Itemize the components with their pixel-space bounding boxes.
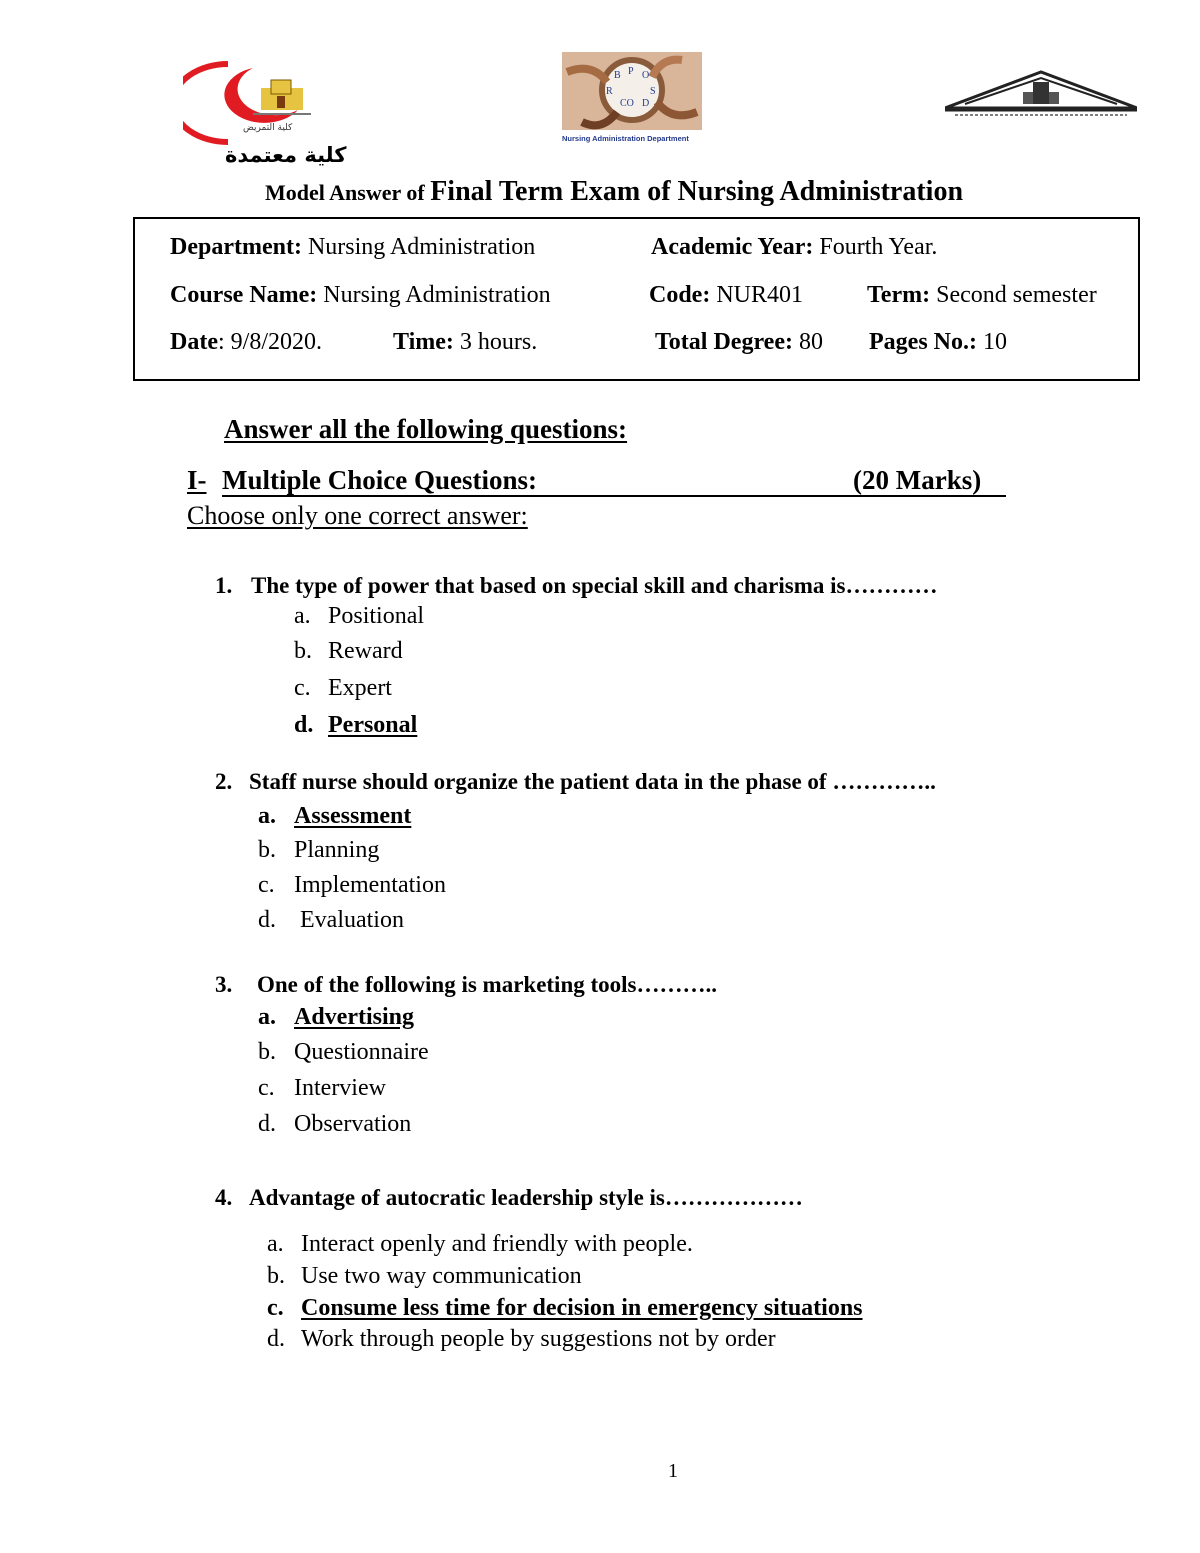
time-label: Time: — [393, 329, 454, 355]
option-3c — [258, 1075, 386, 1102]
logo-letter-co: CO — [620, 98, 634, 109]
pages-label: Pages No.: — [869, 329, 977, 355]
option-text: Evaluation — [300, 907, 404, 933]
option-letter: b. — [258, 1039, 276, 1065]
option-2b — [258, 837, 379, 864]
question-text: The type of power that based on special skill and charisma is………… — [251, 573, 938, 598]
academic-year-value: Fourth Year. — [813, 234, 938, 260]
course-name-value: Nursing Administration — [317, 282, 551, 308]
correct-answer: Consume less time for decision in emergency situations — [301, 1295, 863, 1321]
correct-answer: Advertising — [294, 1004, 414, 1030]
option-letter: a. — [258, 803, 276, 829]
logo-mid-caption: Nursing Administration Department — [562, 134, 689, 143]
option-text: Implementation — [294, 872, 446, 898]
title-prefix: Model Answer of — [265, 180, 431, 205]
option-letter: a. — [267, 1231, 284, 1257]
date-value: : 9/8/2020. — [217, 329, 322, 355]
option-letter: d. — [258, 907, 276, 933]
section-marks: (20 Marks) — [853, 465, 982, 495]
logo-letter-p: P — [628, 66, 634, 77]
option-text: Work through people by suggestions not by order — [301, 1326, 776, 1352]
option-2c — [258, 872, 446, 899]
logo-letter-s: S — [650, 86, 656, 97]
page-title — [265, 176, 963, 208]
option-letter: c. — [258, 1075, 275, 1101]
department-value: Nursing Administration — [301, 234, 536, 260]
option-2d — [258, 907, 404, 934]
question-text: Advantage of autocratic leadership style is……………… — [249, 1185, 803, 1210]
question-4 — [215, 1185, 803, 1211]
option-1c — [294, 675, 392, 702]
option-2a-correct — [258, 803, 411, 830]
option-1a — [294, 603, 424, 630]
question-number: 1. — [215, 573, 233, 598]
option-letter: d. — [258, 1111, 276, 1137]
logo-letter-o: O — [642, 70, 650, 81]
option-letter: c. — [267, 1295, 284, 1321]
option-text: Positional — [328, 603, 425, 629]
pages-value: 10 — [976, 329, 1007, 355]
option-1d-correct — [294, 712, 417, 739]
question-3 — [215, 972, 717, 998]
total-degree-value: 80 — [792, 329, 823, 355]
option-letter: a. — [294, 603, 311, 629]
option-1b — [294, 638, 403, 665]
question-2 — [215, 769, 936, 795]
question-number: 3. — [215, 972, 233, 997]
option-letter: b. — [267, 1263, 285, 1289]
option-letter: a. — [258, 1004, 276, 1030]
faculty-of-nursing-logo — [183, 58, 323, 148]
option-letter: b. — [294, 638, 312, 664]
option-letter: b. — [258, 837, 276, 863]
academic-year-label: Academic Year: — [651, 234, 814, 260]
option-letter: d. — [267, 1326, 285, 1352]
date-field — [170, 329, 322, 356]
page-number: 1 — [668, 1460, 678, 1482]
term-value: Second semester — [930, 282, 1097, 308]
section-title: Multiple Choice Questions: — [222, 465, 537, 495]
option-text: Expert — [328, 675, 392, 701]
course-name-label: Course Name: — [170, 282, 318, 308]
question-text: One of the following is marketing tools……….. — [257, 972, 717, 997]
term-label: Term: — [867, 282, 931, 308]
option-letter: d. — [294, 712, 314, 738]
answer-all-heading: Answer all the following questions: — [224, 414, 628, 444]
option-text: Interview — [294, 1075, 386, 1101]
correct-answer: Personal — [328, 712, 418, 738]
time-value: 3 hours. — [453, 329, 538, 355]
total-degree-field — [655, 329, 823, 356]
section-number: I- — [187, 465, 207, 495]
logo-letter-b: B — [614, 70, 621, 81]
logo-letter-r: R — [606, 86, 613, 97]
academic-year-field — [651, 234, 937, 261]
question-number: 4. — [215, 1185, 233, 1210]
question-1 — [215, 573, 937, 599]
date-label: Date — [170, 329, 218, 355]
choose-instruction: Choose only one correct answer: — [187, 501, 528, 530]
department-logo — [562, 52, 720, 147]
logo-letter-d: D — [642, 98, 650, 109]
option-letter: c. — [258, 872, 275, 898]
question-number: 2. — [215, 769, 233, 794]
option-4c-correct — [267, 1295, 863, 1322]
option-text: Interact openly and friendly with people. — [301, 1231, 693, 1257]
option-text: Planning — [294, 837, 380, 863]
course-code-field — [649, 282, 803, 309]
accredited-faculty-caption: كلية معتمدة — [225, 143, 347, 167]
department-label: Department: — [170, 234, 302, 260]
option-4a — [267, 1231, 693, 1258]
term-field — [867, 282, 1097, 309]
option-4b — [267, 1263, 582, 1290]
option-3a-correct — [258, 1004, 414, 1031]
option-3d — [258, 1111, 411, 1138]
question-text: Staff nurse should organize the patient data in the phase of ………….. — [249, 769, 936, 794]
total-degree-label: Total Degree: — [655, 329, 793, 355]
time-field — [393, 329, 537, 356]
svg-text:كلية التمريض: كلية التمريض — [243, 123, 293, 133]
course-name-field — [170, 282, 551, 309]
pages-field — [869, 329, 1007, 356]
course-code-value: NUR401 — [710, 282, 803, 308]
correct-answer: Assessment — [294, 803, 412, 829]
option-3b — [258, 1039, 429, 1066]
option-text: Observation — [294, 1111, 412, 1137]
option-text: Reward — [328, 638, 403, 664]
option-letter: c. — [294, 675, 311, 701]
title-main: Final Term Exam of Nursing Administration — [430, 176, 964, 207]
option-text: Questionnaire — [294, 1039, 429, 1065]
option-4d — [267, 1326, 776, 1353]
university-logo — [945, 68, 1137, 120]
course-code-label: Code: — [649, 282, 711, 308]
department-field — [170, 234, 535, 261]
option-text: Use two way communication — [301, 1263, 582, 1289]
